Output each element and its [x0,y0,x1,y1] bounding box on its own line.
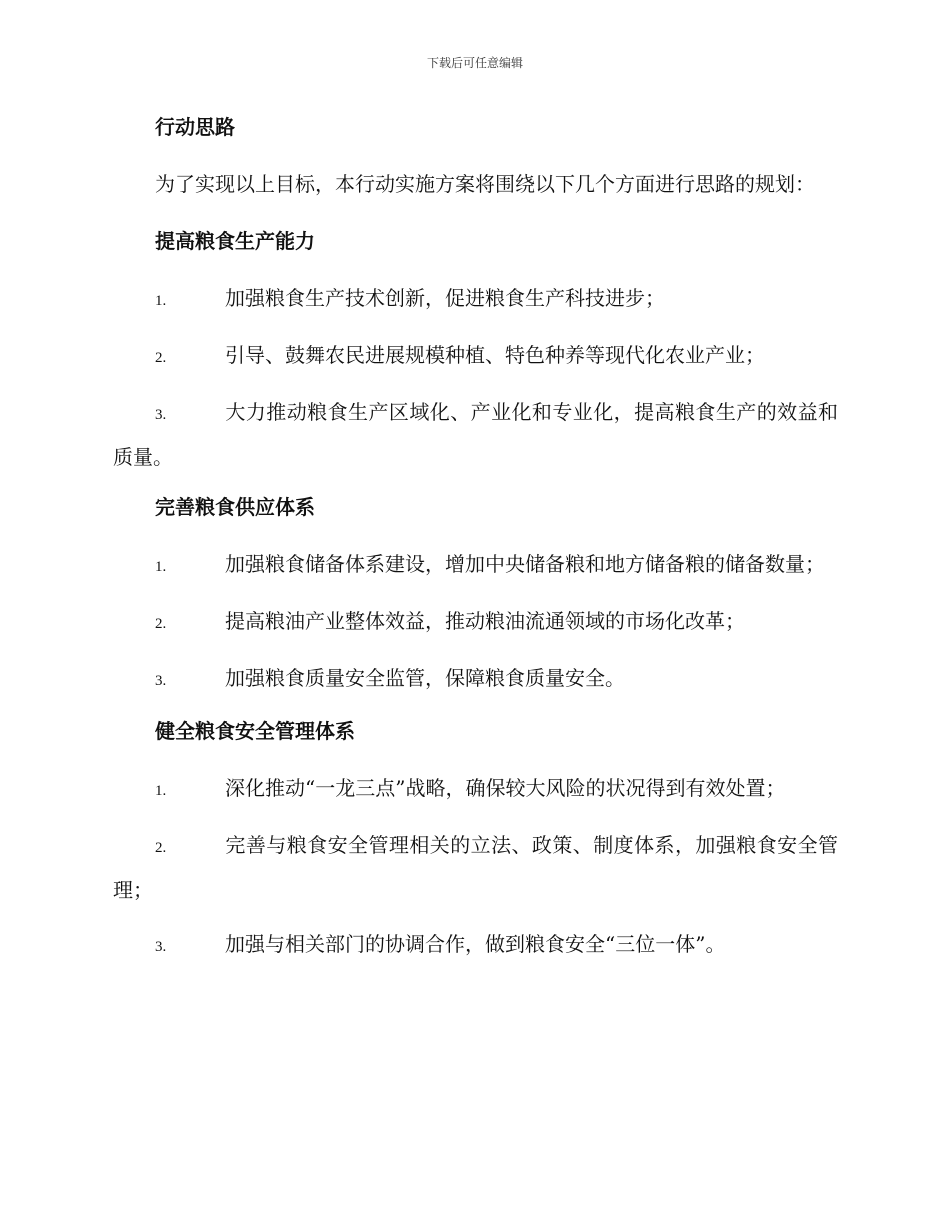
section-title-management: 健全粮食安全管理体系 [155,719,355,743]
page-header: 下载后可任意编辑 [426,56,523,70]
document-body [113,110,838,980]
list-item-number: 2. [155,616,167,632]
list-item-text: 加强粮食质量安全监管，保障粮食质量安全。 [225,666,625,690]
intro-paragraph: 为了实现以上目标，本行动实施方案将围绕以下几个方面进行思路的规划： [155,172,815,196]
list-item [113,543,838,588]
list-item-number: 2. [155,350,167,366]
list-item-number: 3. [155,673,167,689]
list-item-number: 1. [155,559,167,575]
list-item [113,277,838,322]
list-item [113,824,838,911]
list-item-text: 大力推动粮食生产区域化、产业化和专业化，提高粮食生产的效益和质量。 [113,400,838,469]
list-item-text: 加强与相关部门的协调合作，做到粮食安全“三位一体”。 [225,932,726,956]
list-item-text: 提高粮油产业整体效益，推动粮油流通领域的市场化改革； [225,609,745,633]
list-item [113,600,838,645]
list-item [113,767,838,812]
list-item-number: 1. [155,783,167,799]
list-item [113,657,838,702]
list-item-number: 1. [155,293,167,309]
section-title-action-approach: 行动思路 [155,115,235,139]
section-title-supply: 完善粮食供应体系 [155,495,315,519]
list-item [113,923,838,968]
list-item-text: 加强粮食储备体系建设，增加中央储备粮和地方储备粮的储备数量； [225,552,825,576]
list-item-text: 完善与粮食安全管理相关的立法、政策、制度体系，加强粮食安全管理； [113,833,838,902]
section-title-production: 提高粮食生产能力 [155,229,315,253]
list-item-number: 2. [155,840,167,856]
list-item-text: 加强粮食生产技术创新，促进粮食生产科技进步； [225,286,665,310]
list-item-number: 3. [155,939,167,955]
list-item [113,391,838,478]
list-item-number: 3. [155,407,167,423]
list-item [113,334,838,379]
list-item-text: 深化推动“一龙三点”战略，确保较大风险的状况得到有效处置； [225,776,786,800]
list-item-text: 引导、鼓舞农民进展规模种植、特色种养等现代化农业产业； [225,343,765,367]
